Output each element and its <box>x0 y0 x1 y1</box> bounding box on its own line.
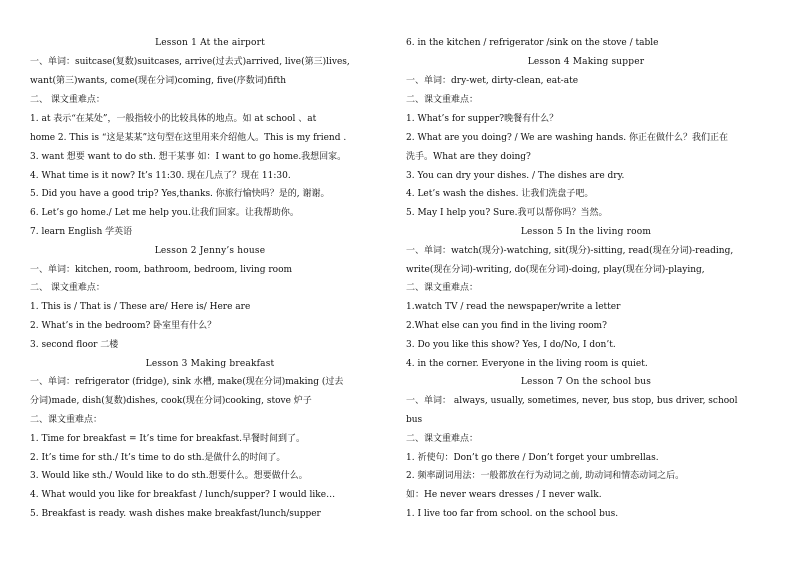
lesson-2-title: Lesson 2 Jenny’s house <box>154 246 266 256</box>
text-line: 3. Would like sth./ Would like to do sth.想要什么。想要做什么。 <box>30 471 308 481</box>
text-line: 二、课文重难点： <box>406 434 479 444</box>
text-line: 2. It’s time for sth./ It’s time to do sth.是做什么的时间了。 <box>30 453 286 463</box>
text-line: 3. Do you like this show? Yes, I do/No, I don’t. <box>406 340 616 350</box>
text-line: 1. What’s for supper?晚餐有什么？ <box>406 114 559 124</box>
text-line: 一、单词：suitcase(复数)suitcases, arrive(过去式)arrived, live(第三)lives, <box>30 57 350 67</box>
text-line: home 2. This is “这是某某”这句型在这里用来介绍他人。This is my friend . <box>30 133 347 143</box>
lesson-1-title: Lesson 1 At the airport <box>155 38 265 48</box>
text-line: 4. in the corner. Everyone in the living room is quiet. <box>406 359 648 369</box>
text-line: 二、 课文重难点： <box>30 283 105 293</box>
text-line: 分词)made, dish(复数)dishes, cook(现在分词)cooking, stove 炉子 <box>30 396 312 406</box>
text-line: 7. learn English 学英语 <box>30 227 133 237</box>
text-line: 2.What else can you find in the living room? <box>406 321 607 331</box>
text-line: write(现在分词)-writing, do(现在分词)-doing, play(现在分词)-playing, <box>406 265 705 275</box>
text-line: 2. 频率副词用法：一般都放在行为动词之前, 助动词和情态动词之后。 <box>406 471 685 481</box>
text-line: 洗手。What are they doing? <box>406 152 531 162</box>
text-line: 一、单词：refrigerator (fridge), sink 水槽, make(现在分词)making (过去 <box>30 377 344 387</box>
text-line: 二、课文重难点： <box>30 415 103 425</box>
text-line: 一、单词： always, usually, sometimes, never, bus stop, bus driver, school <box>406 396 738 406</box>
lesson-7-title: Lesson 7 On the school bus <box>520 377 652 387</box>
text-line: 6. Let’s go home./ Let me help you.让我们回家。让我帮助你。 <box>30 208 299 218</box>
text-line: 2. What’s in the bedroom? 卧室里有什么？ <box>30 321 217 331</box>
text-line: 一、单词：kitchen, room, bathroom, bedroom, living room <box>30 265 293 275</box>
text-line: 二、课文重难点： <box>406 283 479 293</box>
text-line: 4. What time is it now? It’s 11:30. 现在几点了？现在 11:30. <box>30 171 291 181</box>
text-line: 5. May I help you? Sure.我可以帮你吗？当然。 <box>406 208 608 218</box>
text-line: 3. second floor 二楼 <box>30 340 119 350</box>
text-line: 1. at 表示“在某处”，一般指较小的比较具体的地点。如 at school 、at <box>30 114 317 124</box>
lesson-4-title: Lesson 4 Making supper <box>527 57 645 67</box>
text-line: 4. Let’s wash the dishes. 让我们洗盘子吧。 <box>406 189 594 199</box>
text-line: 1. I live too far from school. on the school bus. <box>406 509 619 519</box>
text-line: 1. This is / That is / These are/ Here is/ Here are <box>30 302 251 312</box>
text-line: 一、单词：dry-wet, dirty-clean, eat-ate <box>406 76 579 86</box>
text-line: 二、课文重难点： <box>406 95 479 105</box>
text-line: 6. in the kitchen / refrigerator /sink on the stove / table <box>406 38 659 48</box>
text-line: 如：He never wears dresses / I never walk. <box>406 490 602 500</box>
text-line: 2. What are you doing? / We are washing hands. 你正在做什么？我们正在 <box>406 133 728 143</box>
text-line: 1. Time for breakfast = It’s time for breakfast.早餐时间到了。 <box>30 434 306 444</box>
text-line: 1. 祈使句：Don’t go there / Don’t forget your umbrellas. <box>406 453 659 463</box>
text-line: 3. You can dry your dishes. / The dishes are dry. <box>406 171 625 181</box>
text-line: 5. Did you have a good trip? Yes,thanks. 你旅行愉快吗？是的, 谢谢。 <box>30 189 330 199</box>
text-line: 5. Breakfast is ready. wash dishes make breakfast/lunch/supper <box>30 509 321 519</box>
text-line: 3. want 想要 want to do sth. 想干某事 如：I want to go home.我想回家。 <box>30 152 347 162</box>
text-line: 1.watch TV / read the newspaper/write a letter <box>406 302 621 312</box>
lesson-3-title: Lesson 3 Making breakfast <box>145 359 275 369</box>
text-line: 二、 课文重难点： <box>30 95 105 105</box>
text-line: bus <box>406 415 423 425</box>
text-line: 一、单词：watch(现分)-watching, sit(现分)-sitting, read(现在分词)-reading, <box>406 246 734 256</box>
text-line: 4. What would you like for breakfast / lunch/supper? I would like… <box>30 490 336 500</box>
text-line: want(第三)wants, come(现在分词)coming, five(序数词)fifth <box>30 76 287 86</box>
lesson-5-title: Lesson 5 In the living room <box>520 227 652 237</box>
